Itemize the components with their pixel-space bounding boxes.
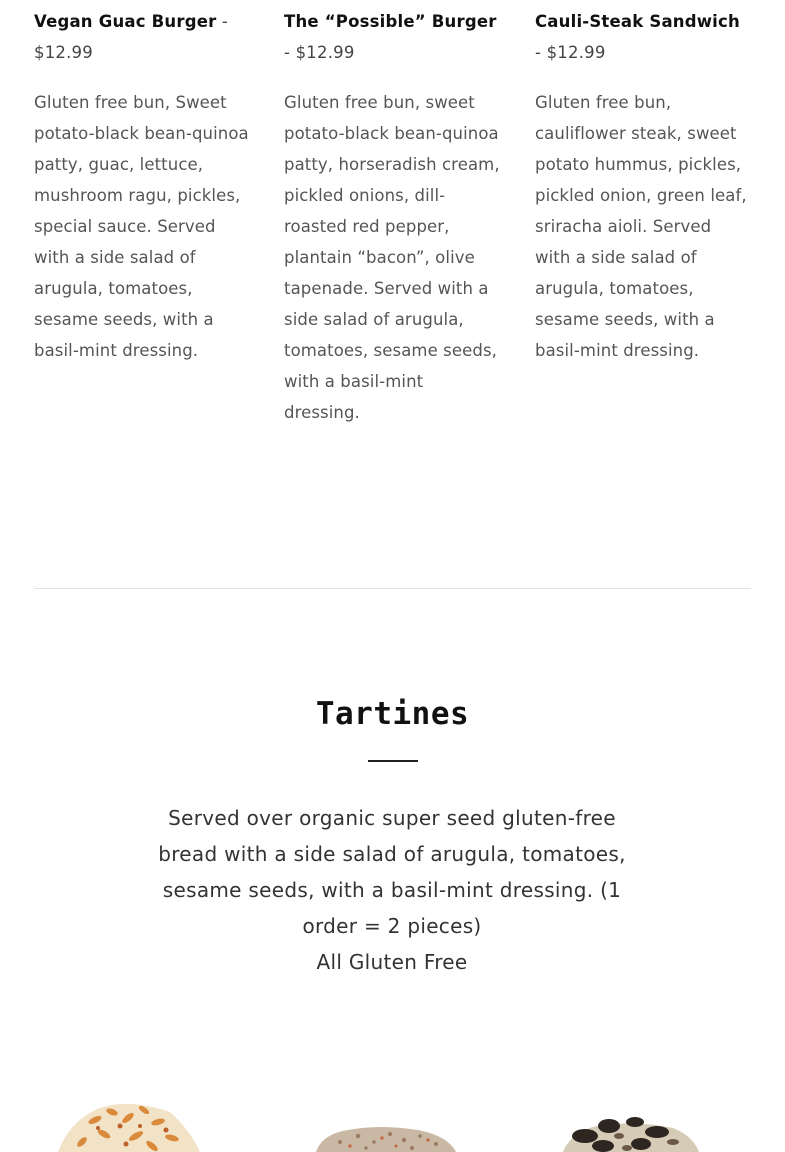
section-divider [34,588,751,589]
section-description-text: Served over organic super seed gluten-free bread with a side salad of arugula, tomatoes, sesame seeds, with a basil-mint dressing. (1 order = 2 pieces) [158,806,626,938]
title-underline [368,760,418,762]
tartine-photo-mushroom[interactable] [545,1090,725,1152]
gluten-free-note: All Gluten Free [316,950,468,974]
menu-item-name: The “Possible” Burger [284,12,497,31]
menu-item-separator: - [535,43,547,62]
menu-item-heading [535,6,751,68]
menu-item-price: $12.99 [546,43,606,62]
menu-item-description: Gluten free bun, sweet potato-black bean-quinoa patty, horseradish cream, pickled onions, dill-roasted red pepper, plantain “bacon”, olive tapenade. Served with a side salad of arugula, tomatoes, sesame seeds, with a basil-mint dressing. [284,93,500,422]
menu-item-vegan-guac-burger [34,6,250,366]
menu-item-separator: - [216,12,229,31]
menu-item-heading [34,6,250,68]
tartine-photo-almond-icon [40,1090,220,1152]
menu-item-heading [284,6,500,68]
menu-item-description: Gluten free bun, cauliflower steak, sweet potato hummus, pickles, pickled onion, green leaf, sriracha aioli. Served with a side salad of arugula, tomatoes, sesame seeds, with a basil-mint dressing. [535,93,747,360]
menu-item-possible-burger [284,6,500,428]
section-title: Tartines [315,696,470,732]
menu-item-cauli-steak-sandwich [535,6,751,366]
menu-item-price: $12.99 [34,43,93,62]
tartine-photo-seed-icon [300,1090,480,1152]
menu-item-name: Cauli-Steak Sandwich [535,12,740,31]
tartine-photo-seed[interactable] [300,1090,480,1152]
burger-menu-section [34,0,751,440]
menu-item-description: Gluten free bun, Sweet potato-black bean-quinoa patty, guac, lettuce, mushroom ragu, pickles, special sauce. Served with a side salad of arugula, tomatoes, sesame seeds, with a basil-mint dressing. [34,93,249,360]
tartine-photo-almond[interactable] [40,1090,220,1152]
menu-item-name: Vegan Guac Burger [34,12,217,31]
section-description [152,800,632,980]
menu-item-price: $12.99 [295,43,355,62]
menu-item-separator: - [284,43,296,62]
tartine-photo-mushroom-icon [545,1090,725,1152]
